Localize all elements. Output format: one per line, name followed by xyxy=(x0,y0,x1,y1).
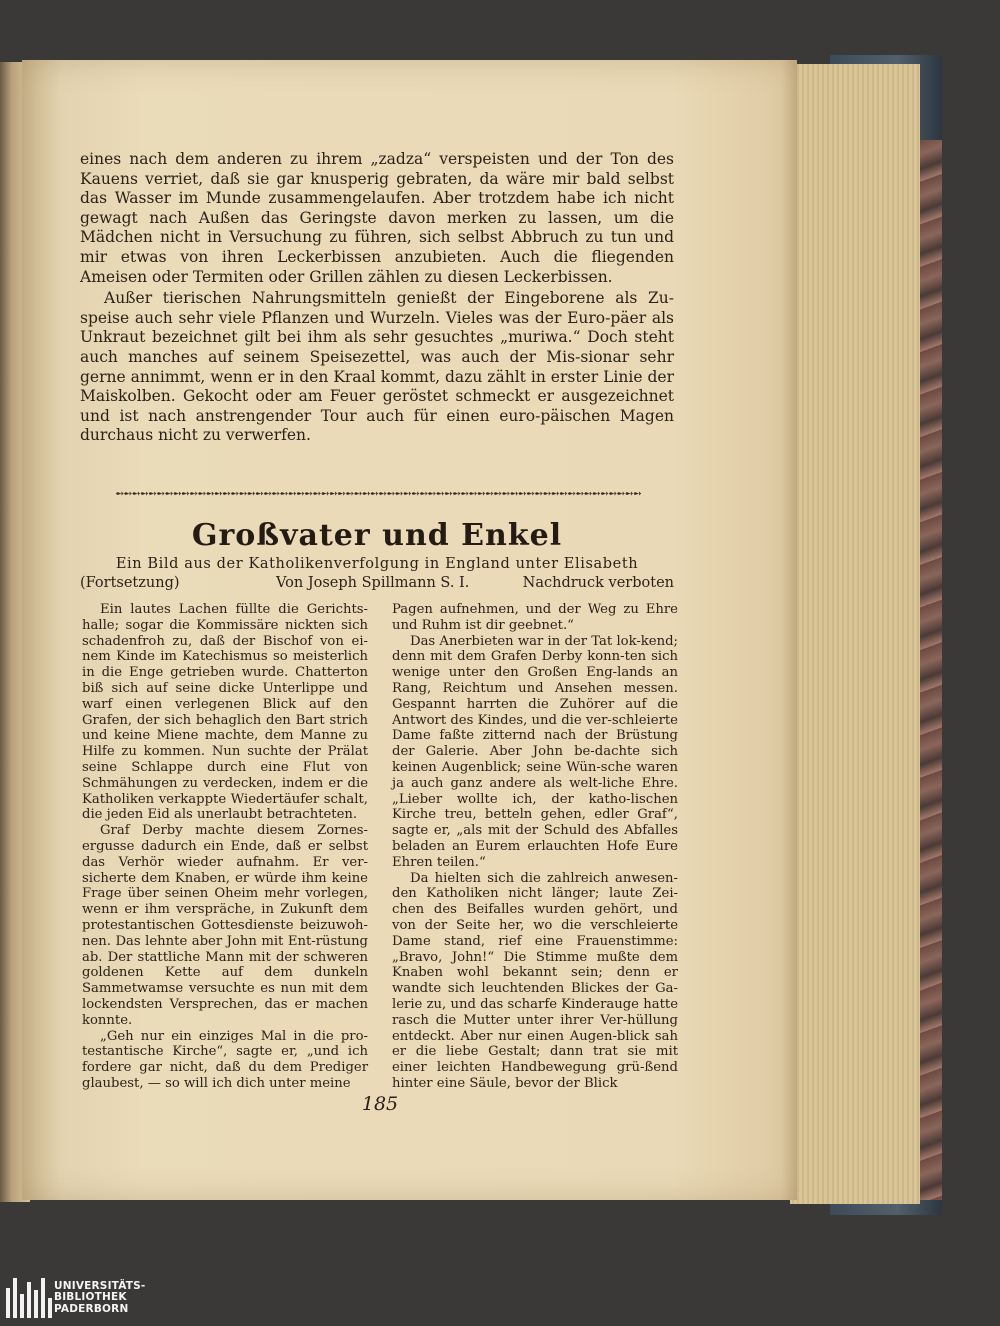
col1-paragraph-3: „Geh nur ein einziges Mal in die pro-testantische Kirche“, sagte er, „und ich fordere gar nicht, daß du dem Prediger glaubest, — so will ich dich unter meine xyxy=(82,1028,368,1091)
library-name xyxy=(54,1281,145,1316)
marbled-board xyxy=(918,140,942,1200)
article-subtitle: Ein Bild aus der Katholikenverfolgung in England unter Elisabeth xyxy=(115,556,639,572)
article-title: Großvater und Enkel xyxy=(191,518,563,553)
col2-paragraph-2: Das Anerbieten war in der Tat lok-kend; denn mit dem Grafen Derby konn-ten sich wenige unter den Großen Eng-lands an Rang, Reichtum und Ansehen messen. Gespannt harrten die Zuhörer auf die Antwort des Kindes, und die ver-schleierte Dame faßte zitternd nach der Brüstung der Galerie. Aber John be-dachte sich keinen Augenblick; seine Wün-sche waren ja auch ganz andere als welt-liche Ehre. „Lieber wollte ich, der katho-lischen Kirche treu, betteln gehen, edler Graf“, sagte er, „als mit der Schuld des Abfalles beladen an Eurem erlauchten Hofe Eure Ehren teilen.“ xyxy=(392,633,678,870)
continuation-note: (Fortsetzung) xyxy=(80,575,180,591)
library-logo-icon xyxy=(4,1276,52,1320)
col2-paragraph-3: Da hielten sich die zahlreich anwesen-den Katholiken nicht länger; laute Zei-chen des Beifalles wurden gehört, und von der Seite her, wo die verschleierte Dame stand, rief eine Frauenstimme: „Bravo, John!“ Die Stimme mußte dem Knaben wohl bekannt sein; denn er wandte sich leuchtenden Blickes der Ga-lerie zu, und das scharfe Kinderauge hatte rasch die Mutter unter ihrer Ver-hüllung entdeckt. Aber nur einen Augen-blick sah er die liebe Gestalt; dann trat sie mit einer leichten Handbewegung grü-ßend hinter eine Säule, bevor der Blick xyxy=(392,870,678,1091)
column-left xyxy=(82,602,368,1092)
page-edges xyxy=(790,64,920,1204)
library-name-line-3: PADERBORN xyxy=(54,1302,129,1315)
intro-paragraph-2: Außer tierischen Nahrungsmitteln genießt der Eingeborene als Zu-speise auch sehr viele Pflanzen und Wurzeln. Vieles was der Euro-päer als Unkraut bezeichnet gilt bei ihm als sehr gesuchtes „muriwa.“ Doch steht auch manches auf seinem Speisezettel, was auch der Mis-sionar sehr gerne annimmt, wenn er in den Kraal kommt, dazu zählt in erster Linie der Maiskolben. Gekocht oder am Feuer geröstet schmeckt er ausgezeichnet und ist nach anstrengender Tour auch für einen euro-päischen Magen durchaus nicht zu verwerfen. xyxy=(80,289,674,445)
col1-paragraph-2: Graf Derby machte diesem Zornes-ergusse dadurch ein Ende, daß er selbst das Verhör wieder aufnahm. Er ver-sicherte dem Knaben, er würde ihm keine Frage über seinen Oheim mehr vorlegen, wenn er ihm verspräche, in Zukunft dem protestantischen Gottesdienste beizuwoh-nen. Das lehnte aber John mit Ent-rüstung ab. Der stattliche Mann mit der schweren goldenen Kette auf dem dunkeln Sammetwamse versuchte es nun mit dem lockendsten Versprechen, das er machen konnte. xyxy=(82,823,368,1028)
library-name-line-1: UNIVERSITÄTS- xyxy=(54,1279,146,1292)
col1-paragraph-1: Ein lautes Lachen füllte die Gerichts-halle; sogar die Kommissäre nickten sich schadenfroh zu, daß der Bischof von ei-nem Kinde im Katechismus so meisterlich in die Enge getrieben wurde. Chatterton biß sich auf seine dicke Unterlippe und warf einen verlegenen Blick auf den Grafen, der sich behaglich den Bart strich und keine Miene machte, dem Manne zu Hilfe zu kommen. Nun suchte der Prälat seine Schlappe durch eine Flut von Schmähungen zu verdecken, indem er die Katholiken verkappte Wiedertäufer schalt, die jeden Eid als unerlaubt betrachteten. xyxy=(82,602,368,823)
library-name-line-2: BIBLIOTHEK xyxy=(54,1291,127,1304)
intro-text xyxy=(80,150,674,446)
intro-paragraph-1: eines nach dem anderen zu ihrem „zadza“ verspeisten und der Ton des Kauens verriet, daß sie gar knusperig gebraten, da wäre mir bald selbst das Wasser im Munde zusammengelaufen. Aber trotzdem habe ich nicht gewagt nach Außen das Geringste davon merken zu lassen, um die Mädchen nicht in Versuchung zu führen, sich selbst Abbruch zu tun und mir etwas von ihren Leckerbissen anzubieten. Auch die fliegenden Ameisen oder Termiten oder Grillen zählen zu diesen Leckerbissen. xyxy=(80,150,674,286)
column-right xyxy=(392,602,678,1092)
rights-note: Nachdruck verboten xyxy=(522,575,674,591)
page-number: 185 xyxy=(361,1093,399,1115)
byline xyxy=(80,575,674,595)
library-logo xyxy=(4,1276,145,1320)
ornamental-divider: ➻➻➻➻➻➻➻➻➻➻➻➻➻➻➻➻➻➻➻➻➻➻➻➻➻➻➻➻➻➻➻➻➻➻➻➻➻➻➻➻➻➻➻➻➻➻➻➻➻➻➻➻➻➻➻➻➻➻➻➻➻➻➻➻ xyxy=(115,487,641,500)
author: Von Joseph Spillmann S. I. xyxy=(276,575,470,591)
col2-paragraph-1: Pagen aufnehmen, und der Weg zu Ehre und Ruhm ist dir geebnet.“ xyxy=(392,602,678,633)
